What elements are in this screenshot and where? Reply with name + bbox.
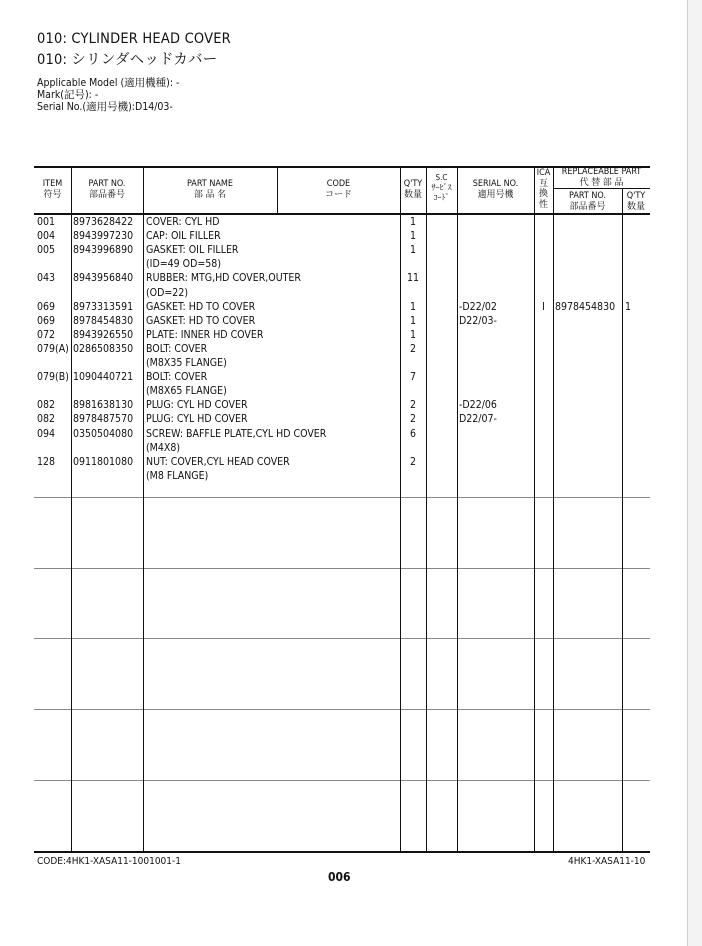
row-item: 043 <box>37 272 56 285</box>
row-item: 082 <box>37 413 56 426</box>
row-name: GASKET: HD TO COVER <box>146 300 256 313</box>
row-qty: 1 <box>409 314 416 327</box>
header-qty-en: Q'TY <box>403 179 423 189</box>
row-serial: -D22/02 <box>459 300 497 313</box>
row-serial: -D22/06 <box>459 399 497 412</box>
row-rep-qty: 1 <box>625 300 632 313</box>
row-serial: D22/07- <box>459 413 497 426</box>
header-part-no-en: PART NO. <box>88 179 126 189</box>
header-qty-jp: 数量 <box>403 190 422 200</box>
header-item-en: ITEM <box>42 179 63 189</box>
row-item: 004 <box>37 230 56 243</box>
row-name: (M8X35 FLANGE) <box>146 357 227 369</box>
applicable-model: Applicable Model (適用機種): - <box>37 77 180 89</box>
header-item-jp: 符号 <box>43 190 62 200</box>
row-qty: 2 <box>409 399 416 412</box>
row-part-no: 8978454830 <box>73 314 134 327</box>
row-qty: 1 <box>409 216 416 228</box>
row-name: PLUG: CYL HD COVER <box>146 413 248 426</box>
row-separator <box>34 780 650 781</box>
row-name: CAP: OIL FILLER <box>146 230 221 243</box>
row-qty: 1 <box>409 328 416 341</box>
row-item: 079(B) <box>37 371 69 384</box>
col-divider <box>400 167 401 852</box>
page-edge-shadow <box>688 0 702 946</box>
row-qty: 2 <box>409 413 416 426</box>
col-divider <box>534 167 535 852</box>
row-part-no: 1090440721 <box>73 371 134 384</box>
row-qty: 7 <box>409 371 416 384</box>
header-part-name <box>143 179 277 201</box>
header-ica <box>534 168 553 210</box>
header-code-jp: コード <box>324 190 352 200</box>
row-part-no: 8943996890 <box>73 244 134 257</box>
header-ica-jp1: 互 <box>538 178 548 189</box>
header-item <box>34 179 71 201</box>
header-sc-jp1: ｻｰﾋﾞｽ <box>431 183 452 192</box>
header-bottom-rule <box>34 213 650 215</box>
header-serial-jp: 適用号機 <box>477 190 514 200</box>
row-separator <box>34 638 650 639</box>
header-rep-part-no <box>553 191 622 213</box>
col-divider <box>457 167 458 852</box>
row-item: 005 <box>37 244 56 257</box>
row-name: NUT: COVER,CYL HEAD COVER <box>146 455 290 468</box>
row-name: BOLT: COVER <box>146 342 208 355</box>
header-ica-en: ICA <box>536 168 551 178</box>
row-part-no: 0911801080 <box>73 455 134 468</box>
header-replaceable-jp: 代 替 部 品 <box>579 177 624 188</box>
row-part-no: 0286508350 <box>73 342 134 355</box>
row-item: 072 <box>37 328 56 341</box>
header-part-no <box>71 179 143 201</box>
row-part-no: 8973628422 <box>73 216 134 228</box>
row-qty: 1 <box>409 244 416 257</box>
row-name: (ID=49 OD=58) <box>146 258 222 271</box>
row-separator <box>34 709 650 710</box>
header-replaceable-en: REPLACEABLE PART <box>561 167 642 177</box>
row-part-no: 8981638130 <box>73 399 134 412</box>
header-ica-jp2: 換 <box>538 189 548 199</box>
row-item: 079(A) <box>37 342 69 355</box>
page-number: 006 <box>328 870 351 884</box>
row-serial: D22/03- <box>459 314 497 327</box>
row-name: PLATE: INNER HD COVER <box>146 328 264 341</box>
row-qty: 6 <box>409 427 416 440</box>
row-name: (M8 FLANGE) <box>146 469 209 482</box>
row-part-no: 8943956840 <box>73 272 134 285</box>
header-rep-part-no-en: PART NO. <box>569 191 606 201</box>
row-part-no: 0350504080 <box>73 427 134 440</box>
header-qty <box>400 179 426 201</box>
row-name: SCREW: BAFFLE PLATE,CYL HD COVER <box>146 427 327 440</box>
header-part-no-jp: 部品番号 <box>88 190 125 200</box>
row-qty: 1 <box>409 230 416 243</box>
row-name: COVER: CYL HD <box>146 216 220 228</box>
row-name: GASKET: HD TO COVER <box>146 314 256 327</box>
footer-right-code: 4HK1-XASA11-10 <box>568 856 646 867</box>
row-qty: 11 <box>406 272 420 285</box>
header-rep-qty <box>622 191 650 213</box>
header-part-name-en: PART NAME <box>186 179 234 189</box>
header-rep-part-no-jp: 部品番号 <box>569 202 606 212</box>
header-rep-qty-jp: 数量 <box>626 202 645 212</box>
row-item: 094 <box>37 427 56 440</box>
row-item: 082 <box>37 399 56 412</box>
row-name: GASKET: OIL FILLER <box>146 244 239 257</box>
header-serial-no <box>457 179 534 201</box>
row-qty: 1 <box>409 300 416 313</box>
row-part-no: 8978487570 <box>73 413 134 426</box>
title-japanese: 010: シリンダヘッドカバー <box>37 52 218 68</box>
header-sc-en: S.C <box>435 173 448 182</box>
row-part-no: 8973313591 <box>73 300 134 313</box>
table-bottom-rule <box>34 851 650 853</box>
header-replaceable <box>553 167 650 188</box>
header-code-en: CODE <box>326 179 351 189</box>
row-name: PLUG: CYL HD COVER <box>146 399 248 412</box>
row-separator <box>34 568 650 569</box>
row-name: (M4X8) <box>146 441 181 454</box>
row-name: RUBBER: MTG,HD COVER,OUTER <box>146 272 301 285</box>
col-divider <box>553 167 554 852</box>
row-name: (M8X65 FLANGE) <box>146 385 227 398</box>
row-name: BOLT: COVER <box>146 371 208 384</box>
row-part-no: 8943997230 <box>73 230 134 243</box>
col-divider <box>71 167 72 852</box>
col-divider <box>143 167 144 852</box>
row-item: 069 <box>37 300 56 313</box>
header-sc-jp2: ｺｰﾄﾞ <box>433 193 450 202</box>
row-item: 128 <box>37 455 56 468</box>
footer-code: CODE:4HK1-XASA11-1001001-1 <box>37 856 181 867</box>
serial-applicable: Serial No.(適用号機):D14/03- <box>37 101 173 113</box>
header-code <box>277 179 400 201</box>
header-serial-en: SERIAL NO. <box>472 179 519 189</box>
row-qty: 2 <box>409 455 416 468</box>
row-ica: I <box>542 300 545 313</box>
row-qty: 2 <box>409 342 416 355</box>
replaceable-divider <box>553 188 650 189</box>
page-edge <box>687 0 688 946</box>
header-rep-qty-en: Q'TY <box>626 191 646 201</box>
row-separator <box>34 497 650 498</box>
header-service-code <box>426 173 457 203</box>
header-ica-jp3: 性 <box>538 199 548 210</box>
mark: Mark(記号): - <box>37 89 99 101</box>
row-part-no: 8943926550 <box>73 328 134 341</box>
title-english: 010: CYLINDER HEAD COVER <box>37 31 231 47</box>
row-rep-part: 8978454830 <box>555 300 616 313</box>
col-divider <box>426 167 427 852</box>
header-part-name-jp: 部 品 名 <box>193 190 227 200</box>
row-item: 069 <box>37 314 56 327</box>
col-divider <box>622 189 623 852</box>
row-name: (OD=22) <box>146 286 189 299</box>
row-item: 001 <box>37 216 56 228</box>
